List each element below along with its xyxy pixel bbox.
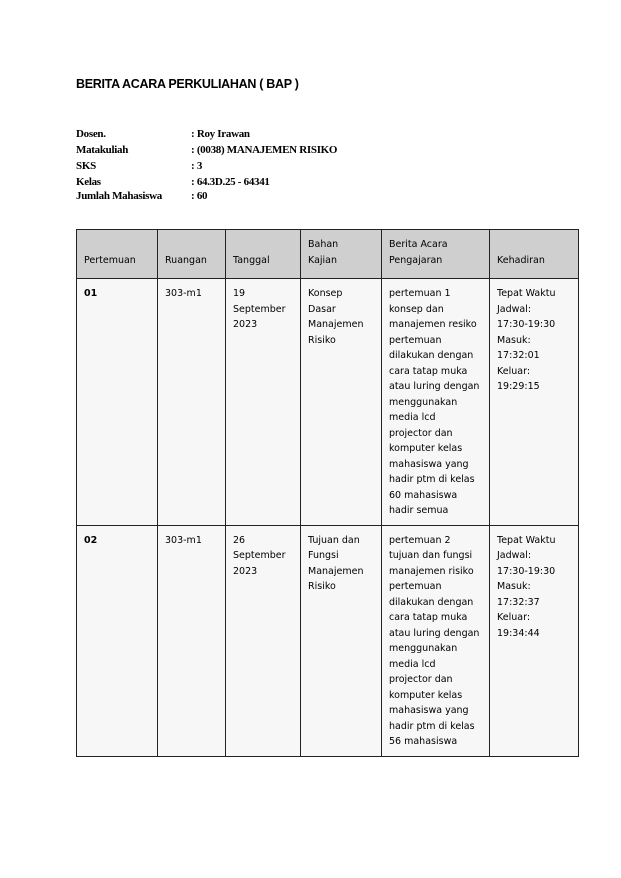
course-info bbox=[76, 126, 337, 204]
cell-berita-acara: pertemuan 1 konsep dan manajemen resiko pertemuan dilakukan dengan cara tatap muka atau luring dengan menggunakan media lcd projector dan komputer kelas mahasiswa yang hadir ptm di kelas 60 mahasiswa hadir semua bbox=[382, 279, 490, 526]
info-value: : 64.3D.25 - 64341 bbox=[191, 176, 270, 188]
cell-bahan-kajian: Tujuan dan Fungsi Manajemen Risiko bbox=[301, 525, 382, 756]
header-pertemuan: Pertemuan bbox=[77, 230, 158, 279]
header-berita-acara: Berita Acara Pengajaran bbox=[382, 230, 490, 279]
info-row-matakuliah bbox=[76, 142, 337, 158]
cell-tanggal: 19 September 2023 bbox=[226, 279, 301, 526]
info-value: : (0038) MANAJEMEN RISIKO bbox=[191, 144, 338, 156]
cell-kehadiran: Tepat Waktu Jadwal: 17:30-19:30 Masuk: 17:32:37 Keluar: 19:34:44 bbox=[490, 525, 579, 756]
info-label: Jumlah Mahasiswa bbox=[76, 190, 162, 202]
cell-bahan-kajian: Konsep Dasar Manajemen Risiko bbox=[301, 279, 382, 526]
header-kehadiran: Kehadiran bbox=[490, 230, 579, 279]
info-label: Kelas bbox=[76, 176, 101, 188]
cell-berita-acara: pertemuan 2 tujuan dan fungsi manajemen risiko pertemuan dilakukan dengan cara tatap muka atau luring dengan menggunakan media lcd projector dan komputer kelas mahasiswa yang hadir ptm di kelas 56 mahasiswa bbox=[382, 525, 490, 756]
cell-kehadiran: Tepat Waktu Jadwal: 17:30-19:30 Masuk: 17:32:01 Keluar: 19:29:15 bbox=[490, 279, 579, 526]
cell-ruangan: 303-m1 bbox=[158, 525, 226, 756]
info-row-dosen bbox=[76, 126, 337, 142]
header-bahan-kajian: Bahan Kajian bbox=[301, 230, 382, 279]
info-value: : 60 bbox=[191, 190, 208, 202]
info-label: Matakuliah bbox=[76, 144, 129, 156]
info-row-jumlah-mahasiswa bbox=[76, 188, 337, 204]
cell-pertemuan: 01 bbox=[77, 279, 158, 526]
info-label: SKS bbox=[76, 160, 96, 172]
info-value: : Roy Irawan bbox=[191, 128, 250, 140]
info-value: : 3 bbox=[191, 160, 203, 172]
document-title: BERITA ACARA PERKULIAHAN ( BAP ) bbox=[76, 77, 299, 91]
cell-pertemuan: 02 bbox=[77, 525, 158, 756]
header-ruangan: Ruangan bbox=[158, 230, 226, 279]
info-label: Dosen. bbox=[76, 128, 106, 140]
cell-tanggal: 26 September 2023 bbox=[226, 525, 301, 756]
cell-ruangan: 303-m1 bbox=[158, 279, 226, 526]
header-tanggal: Tanggal bbox=[226, 230, 301, 279]
table-row bbox=[77, 525, 579, 756]
table-row bbox=[77, 279, 579, 526]
table-header-row bbox=[77, 230, 579, 279]
bap-table bbox=[76, 229, 579, 757]
info-row-sks bbox=[76, 158, 337, 174]
